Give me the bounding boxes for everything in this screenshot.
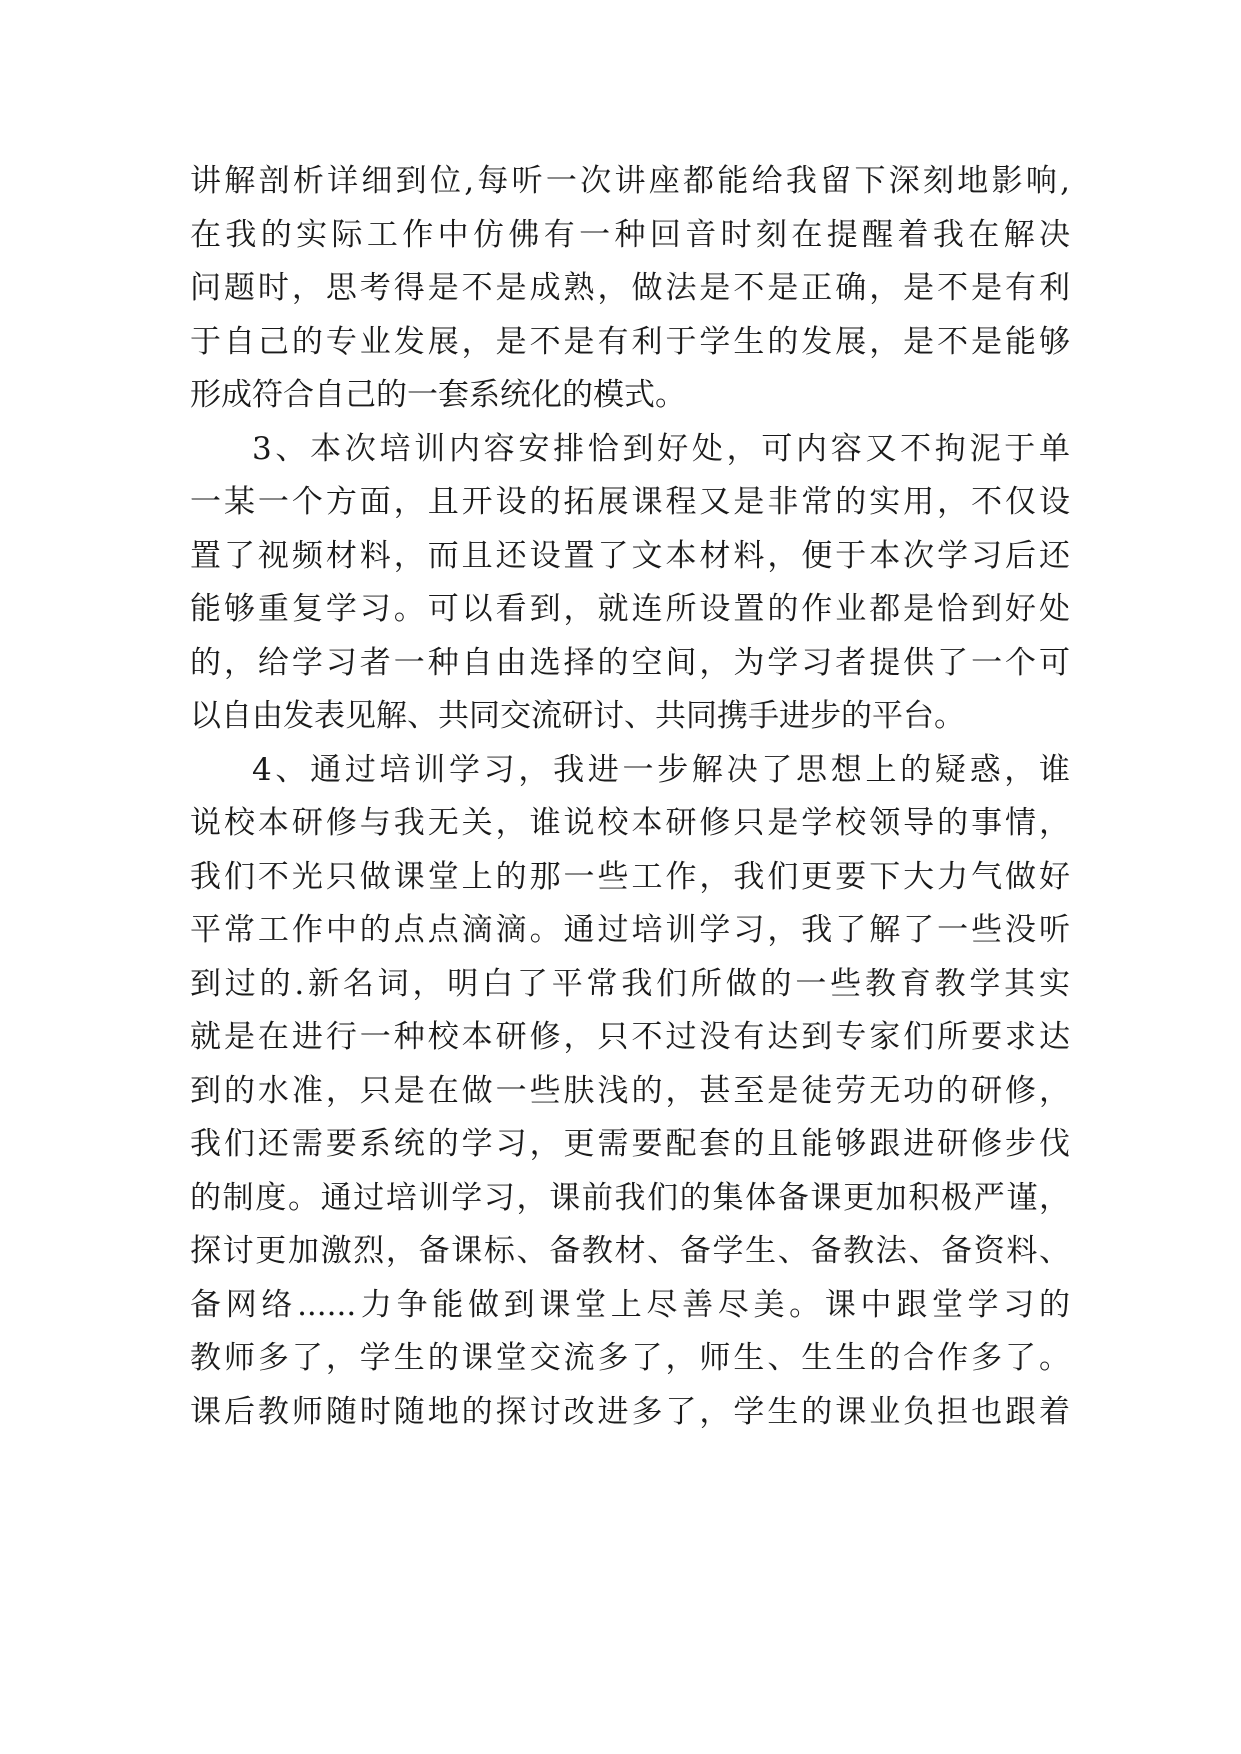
text-line: 以自由发表见解、共同交流研讨、共同携手进步的平台。 bbox=[190, 698, 965, 734]
text-line: 的，给学习者一种自由选择的空间，为学习者提供了一个可 bbox=[190, 644, 1070, 681]
text-line: 备网络......力争能做到课堂上尽善尽美。课中跟堂学习的 bbox=[190, 1286, 1070, 1323]
text-line: 我们不光只做课堂上的那一些工作，我们更要下大力气做好 bbox=[190, 858, 1070, 895]
text-line: 形成符合自己的一套系统化的模式。 bbox=[190, 377, 686, 413]
text-line: 平常工作中的点点滴滴。通过培训学习，我了解了一些没听 bbox=[190, 912, 1070, 948]
text-line: 的制度。通过培训学习，课前我们的集体备课更加积极严谨， bbox=[190, 1179, 1070, 1216]
text-line: 说校本研修与我无关，谁说校本研修只是学校领导的事情， bbox=[190, 805, 1070, 841]
text-line: 到过的.新名词，明白了平常我们所做的一些教育教学其实 bbox=[190, 965, 1070, 1002]
text-line: 能够重复学习。可以看到，就连所设置的作业都是恰到好处 bbox=[190, 591, 1070, 627]
text-line: 就是在进行一种校本研修，只不过没有达到专家们所要求达 bbox=[190, 1019, 1070, 1055]
text-line: 于自己的专业发展，是不是有利于学生的发展，是不是能够 bbox=[190, 323, 1070, 360]
document-body bbox=[190, 155, 1070, 1439]
text-line: 探讨更加激烈，备课标、备教材、备学生、备教法、备资料、 bbox=[190, 1233, 1070, 1269]
text-line: 到的水准，只是在做一些肤浅的，甚至是徒劳无功的研修， bbox=[190, 1072, 1070, 1109]
text-line: 一某一个方面，且开设的拓展课程又是非常的实用，不仅设 bbox=[190, 484, 1070, 520]
text-line: 我们还需要系统的学习，更需要配套的且能够跟进研修步伐 bbox=[190, 1126, 1070, 1162]
text-line: 讲解剖析详细到位,每听一次讲座都能给我留下深刻地影响, bbox=[190, 163, 1070, 199]
text-line: 教师多了，学生的课堂交流多了，师生、生生的合作多了。 bbox=[190, 1340, 1070, 1376]
text-line: 课后教师随时随地的探讨改进多了，学生的课业负担也跟着 bbox=[190, 1393, 1070, 1430]
text-line: 置了视频材料，而且还设置了文本材料，便于本次学习后还 bbox=[190, 537, 1070, 574]
paragraph-4-first-line: 4、通过培训学习，我进一步解决了思想上的疑惑，谁 bbox=[252, 751, 1070, 788]
paragraph-3-first-line: 3、本次培训内容安排恰到好处，可内容又不拘泥于单 bbox=[252, 430, 1070, 467]
text-line: 在我的实际工作中仿佛有一种回音时刻在提醒着我在解决 bbox=[190, 216, 1070, 253]
text-line: 问题时，思考得是不是成熟，做法是不是正确，是不是有利 bbox=[190, 270, 1070, 306]
